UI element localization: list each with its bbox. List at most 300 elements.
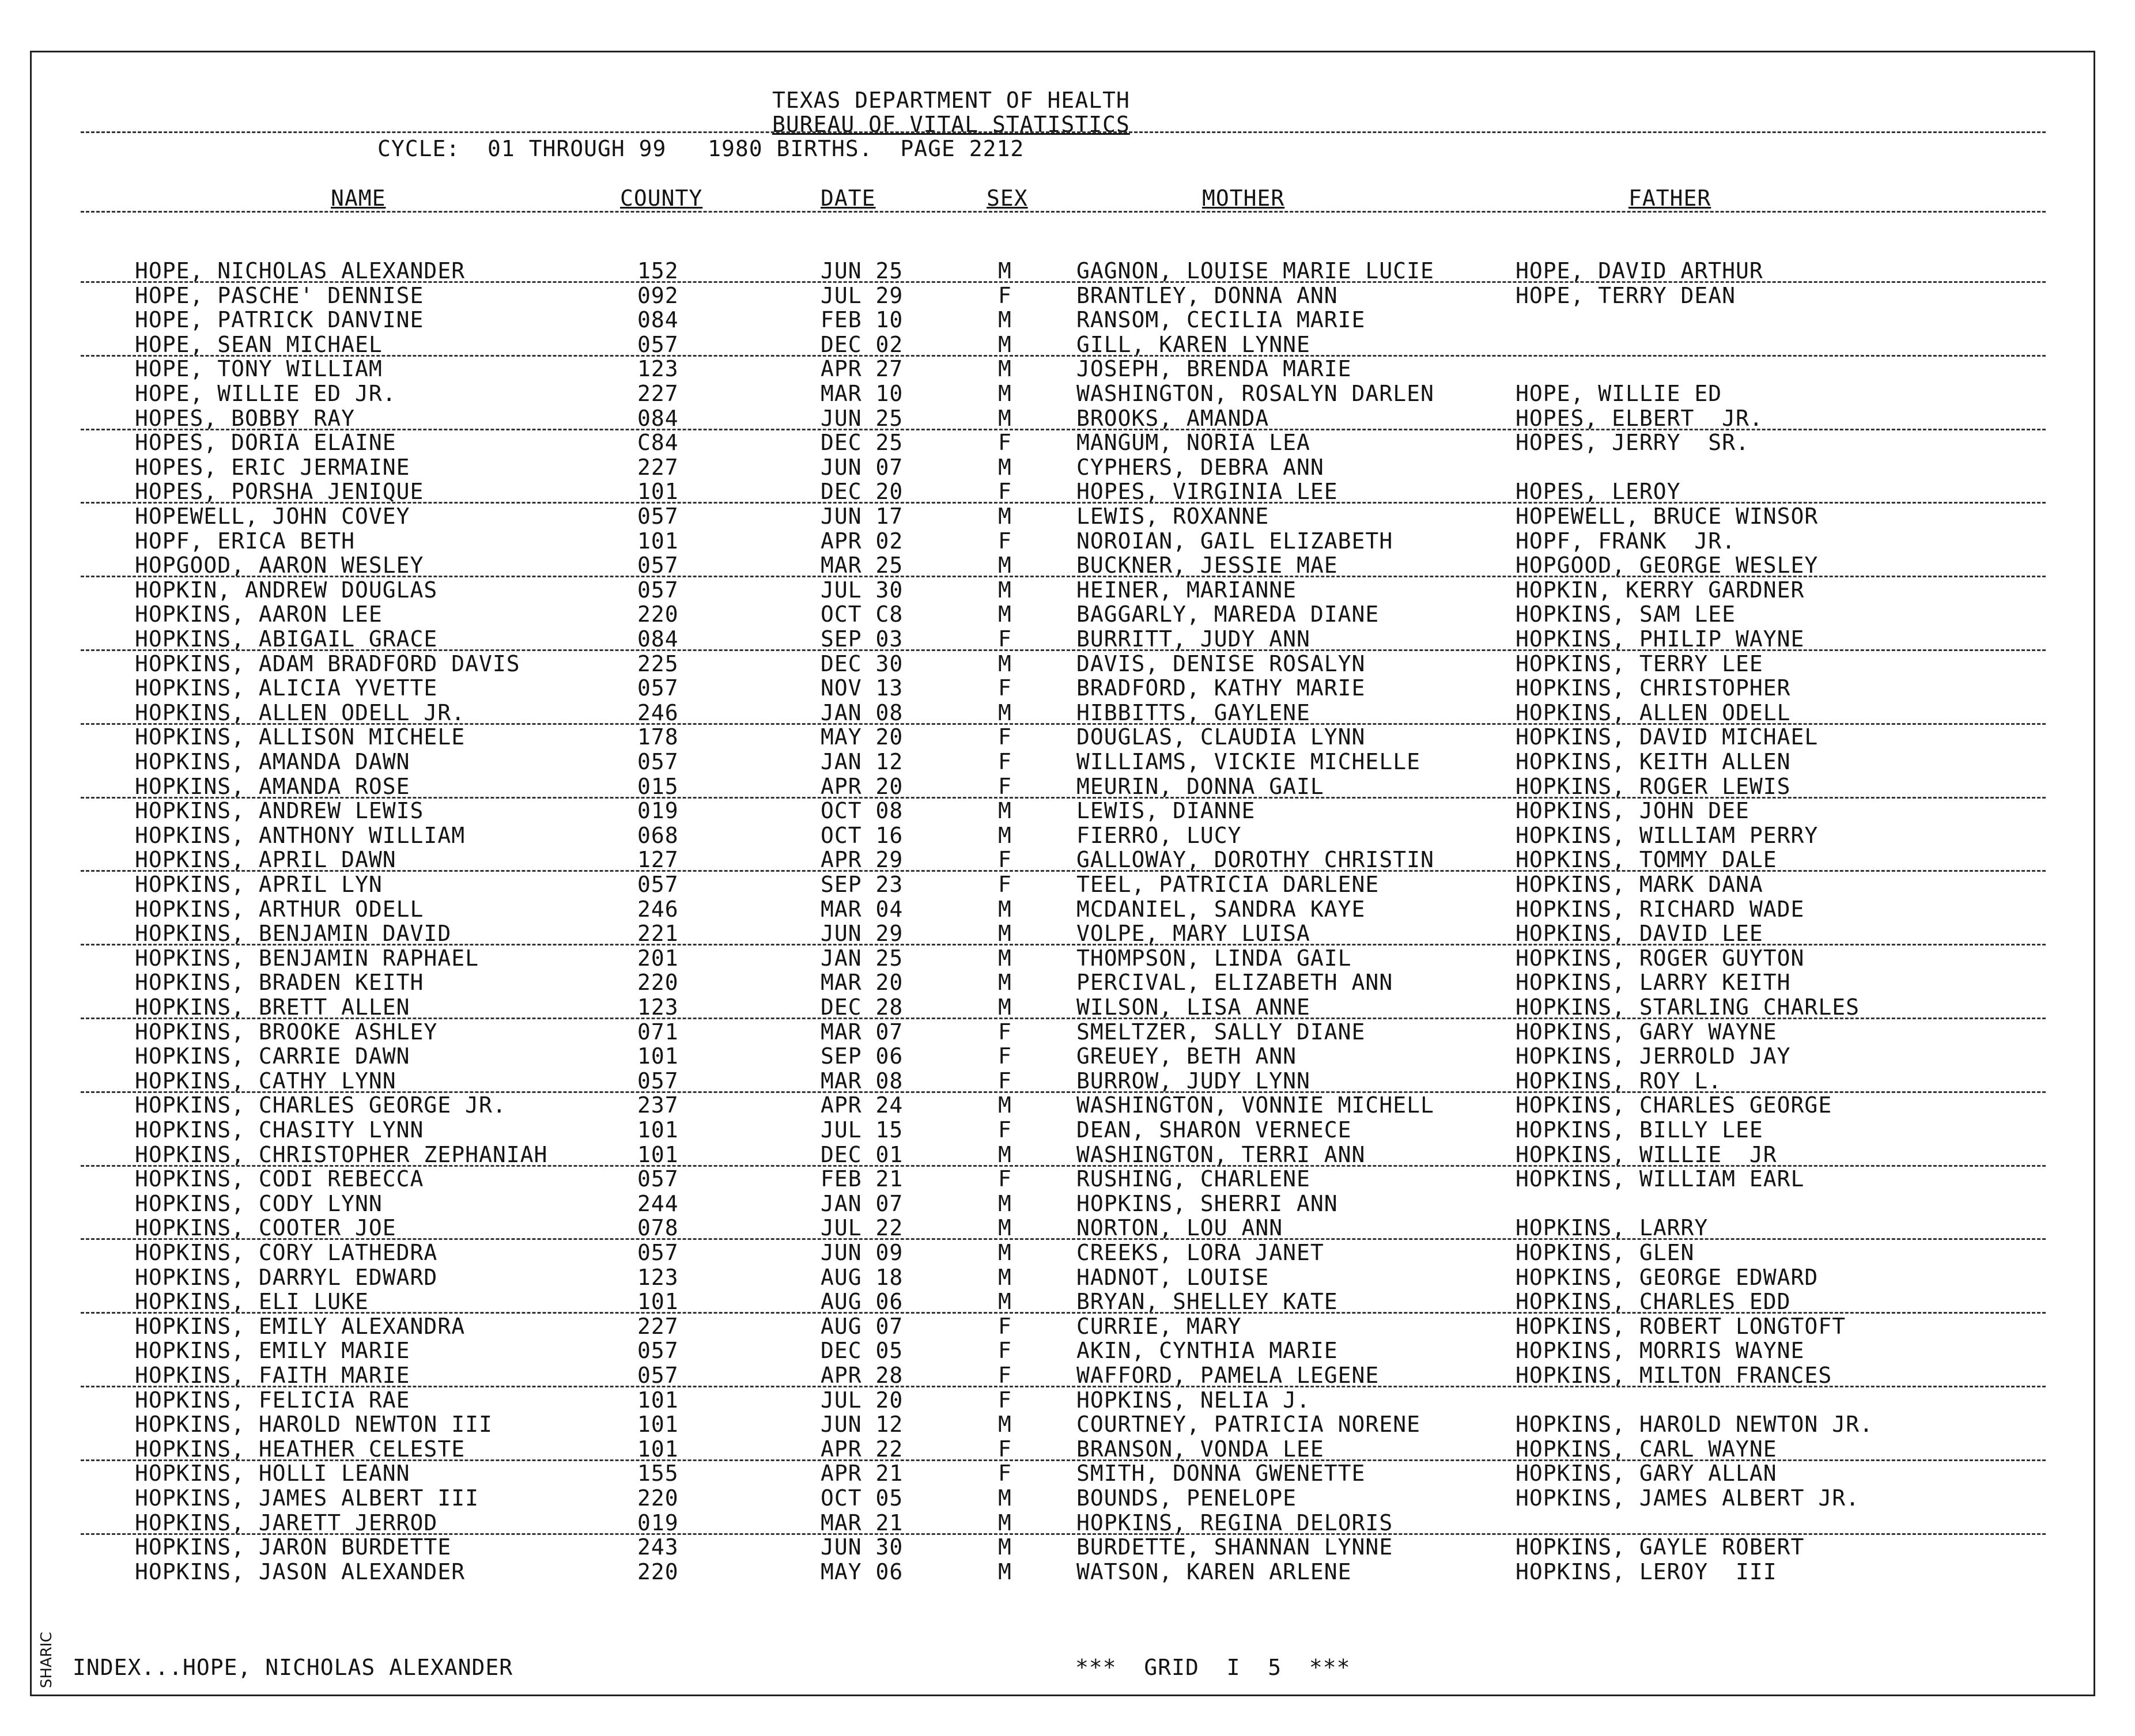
- cell-father: HOPES, ELBERT JR.: [1516, 405, 1763, 431]
- cell-county: 057: [637, 331, 679, 357]
- cell-sex: M: [998, 258, 1012, 283]
- cell-date: JUL 20: [821, 1387, 904, 1413]
- cell-county: 220: [637, 970, 679, 996]
- cell-county: 123: [637, 1264, 679, 1290]
- cell-mother: WILLIAMS, VICKIE MICHELLE: [1076, 749, 1420, 774]
- cell-father: HOPKINS, JERROLD JAY: [1516, 1043, 1791, 1069]
- cell-mother: GREUEY, BETH ANN: [1076, 1043, 1297, 1069]
- cell-name: HOPES, ERIC JERMAINE: [135, 454, 410, 480]
- cell-county: 057: [637, 1240, 679, 1265]
- cell-sex: F: [998, 724, 1012, 750]
- cell-name: HOPKINS, EMILY ALEXANDRA: [135, 1313, 466, 1339]
- table-row: [0, 1289, 2074, 1313]
- cell-county: 084: [637, 405, 679, 431]
- table-row: [0, 1092, 2074, 1117]
- cell-mother: WASHINGTON, VONNIE MICHELL: [1076, 1092, 1434, 1118]
- cell-sex: M: [998, 553, 1012, 578]
- cell-date: SEP 06: [821, 1043, 904, 1069]
- table-row: [0, 528, 2074, 553]
- cell-date: JUL 15: [821, 1117, 904, 1143]
- column-header-mother: MOTHER: [1202, 186, 1285, 211]
- table-row: [0, 626, 2074, 650]
- cell-county: 057: [637, 1068, 679, 1094]
- cell-sex: M: [998, 356, 1012, 382]
- cell-sex: F: [998, 479, 1012, 505]
- cell-father: HOPGOOD, GEORGE WESLEY: [1516, 553, 1819, 578]
- cell-mother: DAVIS, DENISE ROSALYN: [1076, 650, 1366, 676]
- column-header-date: DATE: [821, 186, 876, 211]
- cell-sex: M: [998, 1412, 1012, 1438]
- cell-date: JUN 25: [821, 405, 904, 431]
- cell-name: HOPKINS, HAROLD NEWTON III: [135, 1412, 493, 1438]
- cell-date: APR 20: [821, 773, 904, 799]
- cell-name: HOPKINS, BRADEN KEITH: [135, 970, 424, 996]
- cell-name: HOPKINS, ABIGAIL GRACE: [135, 626, 438, 652]
- cell-county: 246: [637, 896, 679, 922]
- cell-county: 221: [637, 921, 679, 947]
- cell-mother: BURRITT, JUDY ANN: [1076, 626, 1310, 652]
- table-row: [0, 1412, 2074, 1436]
- cell-date: MAY 20: [821, 724, 904, 750]
- cell-mother: BOUNDS, PENELOPE: [1076, 1485, 1297, 1511]
- cell-mother: SMITH, DONNA GWENETTE: [1076, 1461, 1366, 1487]
- cell-father: HOPKINS, GARY ALLAN: [1516, 1461, 1777, 1487]
- cell-county: 220: [637, 1485, 679, 1511]
- cell-sex: M: [998, 331, 1012, 357]
- cell-mother: CURRIE, MARY: [1076, 1313, 1242, 1339]
- cell-father: HOPKINS, GAYLE ROBERT: [1516, 1534, 1805, 1560]
- cell-date: APR 29: [821, 847, 904, 873]
- table-row: [0, 1485, 2074, 1510]
- cell-sex: M: [998, 577, 1012, 603]
- cell-sex: M: [998, 822, 1012, 848]
- cell-mother: WASHINGTON, ROSALYN DARLEN: [1076, 381, 1434, 406]
- cell-date: MAR 10: [821, 381, 904, 406]
- cell-name: HOPKINS, COOTER JOE: [135, 1215, 396, 1241]
- cell-name: HOPKINS, BRETT ALLEN: [135, 994, 410, 1020]
- cell-sex: M: [998, 798, 1012, 824]
- cell-county: 068: [637, 822, 679, 848]
- table-row: [0, 897, 2074, 921]
- cell-county: 155: [637, 1461, 679, 1487]
- cell-father: HOPKINS, CHRISTOPHER: [1516, 675, 1791, 701]
- cell-date: JAN 25: [821, 945, 904, 971]
- cell-name: HOPKINS, ALLEN ODELL JR.: [135, 699, 466, 725]
- cell-name: HOPKINS, CATHY LYNN: [135, 1068, 396, 1094]
- side-label: SHARIC: [38, 1632, 55, 1688]
- cell-mother: HIBBITTS, GAYLENE: [1076, 699, 1310, 725]
- table-row: [0, 332, 2074, 356]
- cell-date: JAN 07: [821, 1190, 904, 1216]
- cell-date: JUL 22: [821, 1215, 904, 1241]
- cell-date: MAR 04: [821, 896, 904, 922]
- cell-county: 057: [637, 1363, 679, 1388]
- cell-date: MAY 06: [821, 1559, 904, 1584]
- cell-date: DEC 02: [821, 331, 904, 357]
- cell-county: 057: [637, 1338, 679, 1364]
- table-row: [0, 381, 2074, 405]
- cell-name: HOPKINS, ANDREW LEWIS: [135, 798, 424, 824]
- cell-father: HOPKINS, ALLEN ODELL: [1516, 699, 1791, 725]
- cell-sex: M: [998, 1289, 1012, 1315]
- cell-name: HOPKINS, BROOKE ASHLEY: [135, 1019, 438, 1045]
- cell-name: HOPKINS, CARRIE DAWN: [135, 1043, 410, 1069]
- cell-date: DEC 25: [821, 430, 904, 456]
- cell-father: HOPKINS, JAMES ALBERT JR.: [1516, 1485, 1860, 1511]
- cell-sex: F: [998, 872, 1012, 897]
- cell-father: HOPKINS, WILLIAM PERRY: [1516, 822, 1819, 848]
- cell-date: JAN 12: [821, 749, 904, 774]
- cell-county: 057: [637, 675, 679, 701]
- cell-sex: M: [998, 970, 1012, 996]
- cell-date: JUN 17: [821, 504, 904, 529]
- cell-mother: COURTNEY, PATRICIA NORENE: [1076, 1412, 1420, 1438]
- cell-sex: M: [998, 921, 1012, 947]
- cell-sex: F: [998, 430, 1012, 456]
- cell-father: HOPKINS, GARY WAYNE: [1516, 1019, 1777, 1045]
- cell-name: HOPKINS, HOLLI LEANN: [135, 1461, 410, 1487]
- cell-county: 057: [637, 749, 679, 774]
- cell-mother: MANGUM, NORIA LEA: [1076, 430, 1310, 456]
- cell-mother: HADNOT, LOUISE: [1076, 1264, 1269, 1290]
- cell-father: HOPES, JERRY SR.: [1516, 430, 1749, 456]
- table-row: [0, 651, 2074, 675]
- cell-father: HOPKINS, ROY L.: [1516, 1068, 1722, 1094]
- cell-mother: LEWIS, ROXANNE: [1076, 504, 1269, 529]
- cell-county: 101: [637, 1141, 679, 1167]
- cell-sex: M: [998, 1215, 1012, 1241]
- cell-father: HOPKINS, ROGER GUYTON: [1516, 945, 1805, 971]
- cell-mother: TEEL, PATRICIA DARLENE: [1076, 872, 1380, 897]
- cell-mother: BRANTLEY, DONNA ANN: [1076, 282, 1338, 308]
- cell-name: HOPE, TONY WILLIAM: [135, 356, 383, 382]
- table-row: [0, 1436, 2074, 1461]
- cell-county: 057: [637, 577, 679, 603]
- cell-mother: LEWIS, DIANNE: [1076, 798, 1256, 824]
- grid-footer: *** GRID I 5 ***: [1075, 1655, 1351, 1680]
- cell-date: DEC 05: [821, 1338, 904, 1364]
- cell-name: HOPKINS, CHASITY LYNN: [135, 1117, 424, 1143]
- cell-date: OCT 05: [821, 1485, 904, 1511]
- cell-sex: M: [998, 1534, 1012, 1560]
- cell-mother: GILL, KAREN LYNNE: [1076, 331, 1310, 357]
- cell-mother: WILSON, LISA ANNE: [1076, 994, 1310, 1020]
- cell-name: HOPKINS, CHRISTOPHER ZEPHANIAH: [135, 1141, 548, 1167]
- cell-sex: F: [998, 1363, 1012, 1388]
- table-row: [0, 307, 2074, 331]
- table-row: [0, 1191, 2074, 1215]
- cell-mother: BURROW, JUDY LYNN: [1076, 1068, 1310, 1094]
- cell-mother: BRYAN, SHELLEY KATE: [1076, 1289, 1338, 1315]
- cell-mother: NOROIAN, GAIL ELIZABETH: [1076, 528, 1393, 554]
- cell-father: HOPKINS, CHARLES GEORGE: [1516, 1092, 1832, 1118]
- cell-name: HOPKINS, BENJAMIN RAPHAEL: [135, 945, 479, 971]
- cell-father: HOPE, WILLIE ED: [1516, 381, 1722, 406]
- cell-father: HOPKINS, BILLY LEE: [1516, 1117, 1763, 1143]
- cell-date: JUL 29: [821, 282, 904, 308]
- cell-name: HOPKINS, FELICIA RAE: [135, 1387, 410, 1413]
- cell-date: JUN 25: [821, 258, 904, 283]
- cell-sex: F: [998, 675, 1012, 701]
- cell-county: 244: [637, 1190, 679, 1216]
- cell-date: JAN 08: [821, 699, 904, 725]
- cell-mother: VOLPE, MARY LUISA: [1076, 921, 1310, 947]
- cell-date: APR 22: [821, 1436, 904, 1462]
- cell-date: MAR 20: [821, 970, 904, 996]
- cell-sex: M: [998, 1485, 1012, 1511]
- table-row: [0, 356, 2074, 380]
- cell-mother: RANSOM, CECILIA MARIE: [1076, 307, 1366, 333]
- cell-father: HOPKINS, HAROLD NEWTON JR.: [1516, 1412, 1873, 1438]
- cell-mother: WASHINGTON, TERRI ANN: [1076, 1141, 1366, 1167]
- cell-sex: M: [998, 504, 1012, 529]
- cell-name: HOPE, SEAN MICHAEL: [135, 331, 383, 357]
- cell-father: HOPKINS, TOMMY DALE: [1516, 847, 1777, 873]
- cell-date: MAR 07: [821, 1019, 904, 1045]
- cell-sex: F: [998, 1068, 1012, 1094]
- table-row: [0, 872, 2074, 896]
- table-row: [0, 700, 2074, 724]
- cell-date: MAR 21: [821, 1510, 904, 1535]
- cell-sex: M: [998, 307, 1012, 333]
- table-row: [0, 283, 2074, 307]
- cell-sex: M: [998, 454, 1012, 480]
- cell-name: HOPKINS, ELI LUKE: [135, 1289, 369, 1315]
- table-row: [0, 1240, 2074, 1264]
- table-row: [0, 1387, 2074, 1412]
- cycle-line: CYCLE: 01 THROUGH 99 1980 BIRTHS. PAGE 2212: [377, 136, 1025, 161]
- cell-father: HOPE, TERRY DEAN: [1516, 282, 1736, 308]
- cell-county: 227: [637, 381, 679, 406]
- cell-sex: F: [998, 847, 1012, 873]
- cell-father: HOPKINS, CHARLES EDD: [1516, 1289, 1791, 1315]
- table-row: [0, 1559, 2074, 1583]
- cell-date: DEC 28: [821, 994, 904, 1020]
- cell-county: 101: [637, 1043, 679, 1069]
- cell-county: 225: [637, 650, 679, 676]
- cell-date: AUG 06: [821, 1289, 904, 1315]
- cell-date: OCT 16: [821, 822, 904, 848]
- cell-sex: F: [998, 528, 1012, 554]
- cell-county: 101: [637, 1387, 679, 1413]
- cell-father: HOPKINS, LARRY: [1516, 1215, 1709, 1241]
- table-row: [0, 1510, 2074, 1534]
- cell-county: 227: [637, 1313, 679, 1339]
- cell-name: HOPES, BOBBY RAY: [135, 405, 356, 431]
- cell-name: HOPKINS, ARTHUR ODELL: [135, 896, 424, 922]
- cell-name: HOPES, PORSHA JENIQUE: [135, 479, 424, 505]
- cell-county: 057: [637, 504, 679, 529]
- cell-father: HOPKINS, MILTON FRANCES: [1516, 1363, 1832, 1388]
- cell-county: 084: [637, 307, 679, 333]
- cell-date: AUG 07: [821, 1313, 904, 1339]
- cell-county: 201: [637, 945, 679, 971]
- cell-date: MAR 08: [821, 1068, 904, 1094]
- cell-father: HOPKINS, ROBERT LONGTOFT: [1516, 1313, 1846, 1339]
- cell-sex: M: [998, 381, 1012, 406]
- cell-sex: F: [998, 1313, 1012, 1339]
- table-row: [0, 774, 2074, 798]
- cell-county: 019: [637, 798, 679, 824]
- cell-sex: F: [998, 1436, 1012, 1462]
- cell-county: 152: [637, 258, 679, 283]
- cell-father: HOPKINS, LEROY III: [1516, 1559, 1777, 1584]
- cell-name: HOPKINS, ALICIA YVETTE: [135, 675, 438, 701]
- cell-name: HOPKINS, ALLISON MICHELE: [135, 724, 466, 750]
- table-row: [0, 406, 2074, 430]
- cell-county: 127: [637, 847, 679, 873]
- cell-sex: M: [998, 1264, 1012, 1290]
- cell-name: HOPKINS, AARON LEE: [135, 602, 383, 627]
- cell-sex: M: [998, 1240, 1012, 1265]
- cell-county: 123: [637, 994, 679, 1020]
- cell-date: JUN 30: [821, 1534, 904, 1560]
- cell-name: HOPGOOD, AARON WESLEY: [135, 553, 424, 578]
- department-title: TEXAS DEPARTMENT OF HEALTH: [772, 88, 1130, 113]
- cell-father: HOPKINS, KEITH ALLEN: [1516, 749, 1791, 774]
- cell-sex: F: [998, 1387, 1012, 1413]
- cell-sex: M: [998, 699, 1012, 725]
- table-row: [0, 994, 2074, 1019]
- column-header-sex: SEX: [987, 186, 1028, 211]
- cell-sex: F: [998, 1019, 1012, 1045]
- cell-name: HOPKINS, CORY LATHEDRA: [135, 1240, 438, 1265]
- cell-father: HOPKINS, STARLING CHARLES: [1516, 994, 1860, 1020]
- cell-name: HOPE, PATRICK DANVINE: [135, 307, 424, 333]
- table-row: [0, 1142, 2074, 1166]
- cell-father: HOPKINS, ROGER LEWIS: [1516, 773, 1791, 799]
- cell-mother: JOSEPH, BRENDA MARIE: [1076, 356, 1352, 382]
- cell-mother: BURDETTE, SHANNAN LYNNE: [1076, 1534, 1393, 1560]
- cell-date: MAR 25: [821, 553, 904, 578]
- cell-father: HOPKINS, MORRIS WAYNE: [1516, 1338, 1805, 1364]
- table-row: [0, 1068, 2074, 1092]
- cell-date: JUN 29: [821, 921, 904, 947]
- column-header-divider: [81, 211, 2046, 213]
- cell-county: 178: [637, 724, 679, 750]
- cell-father: HOPKINS, LARRY KEITH: [1516, 970, 1791, 996]
- table-row: [0, 504, 2074, 528]
- table-row: [0, 455, 2074, 479]
- table-row: [0, 921, 2074, 945]
- cell-name: HOPKINS, BENJAMIN DAVID: [135, 921, 452, 947]
- cell-county: 078: [637, 1215, 679, 1241]
- cell-name: HOPKINS, JASON ALEXANDER: [135, 1559, 466, 1584]
- cell-name: HOPKINS, FAITH MARIE: [135, 1363, 410, 1388]
- cell-father: HOPE, DAVID ARTHUR: [1516, 258, 1763, 283]
- cell-mother: BROOKS, AMANDA: [1076, 405, 1269, 431]
- cell-sex: M: [998, 1092, 1012, 1118]
- cell-mother: GAGNON, LOUISE MARIE LUCIE: [1076, 258, 1434, 283]
- cell-name: HOPE, PASCHE' DENNISE: [135, 282, 424, 308]
- table-row: [0, 479, 2074, 503]
- cell-father: HOPES, LEROY: [1516, 479, 1681, 505]
- cell-county: 101: [637, 1117, 679, 1143]
- table-row: [0, 1166, 2074, 1190]
- cell-mother: DOUGLAS, CLAUDIA LYNN: [1076, 724, 1366, 750]
- table-row: [0, 430, 2074, 454]
- cell-name: HOPF, ERICA BETH: [135, 528, 356, 554]
- cell-date: SEP 23: [821, 872, 904, 897]
- cell-sex: M: [998, 896, 1012, 922]
- cell-county: 057: [637, 1166, 679, 1192]
- cell-mother: HOPKINS, REGINA DELORIS: [1076, 1510, 1393, 1535]
- cell-father: HOPKINS, SAM LEE: [1516, 602, 1736, 627]
- cell-date: OCT 08: [821, 798, 904, 824]
- cell-date: FEB 21: [821, 1166, 904, 1192]
- cell-mother: AKIN, CYNTHIA MARIE: [1076, 1338, 1338, 1364]
- cell-mother: HOPKINS, NELIA J.: [1076, 1387, 1310, 1413]
- cell-date: SEP 03: [821, 626, 904, 652]
- cell-name: HOPKINS, HEATHER CELESTE: [135, 1436, 466, 1462]
- cell-mother: GALLOWAY, DOROTHY CHRISTIN: [1076, 847, 1434, 873]
- cell-sex: F: [998, 1338, 1012, 1364]
- cell-name: HOPKINS, JAMES ALBERT III: [135, 1485, 479, 1511]
- cell-date: AUG 18: [821, 1264, 904, 1290]
- cell-mother: WAFFORD, PAMELA LEGENE: [1076, 1363, 1380, 1388]
- cell-date: APR 24: [821, 1092, 904, 1118]
- column-header-name: NAME: [331, 186, 386, 211]
- cell-father: HOPKINS, TERRY LEE: [1516, 650, 1763, 676]
- table-row: [0, 970, 2074, 994]
- cell-sex: M: [998, 1141, 1012, 1167]
- cell-date: JUN 09: [821, 1240, 904, 1265]
- cell-sex: F: [998, 1461, 1012, 1487]
- cell-sex: F: [998, 1043, 1012, 1069]
- cell-county: 057: [637, 553, 679, 578]
- cell-name: HOPKINS, DARRYL EDWARD: [135, 1264, 438, 1290]
- cell-county: 071: [637, 1019, 679, 1045]
- cell-mother: THOMPSON, LINDA GAIL: [1076, 945, 1352, 971]
- cell-father: HOPKINS, MARK DANA: [1516, 872, 1763, 897]
- cell-name: HOPKINS, ADAM BRADFORD DAVIS: [135, 650, 520, 676]
- cell-mother: HEINER, MARIANNE: [1076, 577, 1297, 603]
- cell-name: HOPKINS, CODI REBECCA: [135, 1166, 424, 1192]
- cell-county: 084: [637, 626, 679, 652]
- cell-county: 237: [637, 1092, 679, 1118]
- cell-mother: PERCIVAL, ELIZABETH ANN: [1076, 970, 1393, 996]
- cell-father: HOPKINS, PHILIP WAYNE: [1516, 626, 1805, 652]
- cell-mother: WATSON, KAREN ARLENE: [1076, 1559, 1352, 1584]
- cell-county: 246: [637, 699, 679, 725]
- cell-mother: BRANSON, VONDA LEE: [1076, 1436, 1324, 1462]
- column-header-county: COUNTY: [620, 186, 703, 211]
- cell-county: 243: [637, 1534, 679, 1560]
- cell-date: DEC 20: [821, 479, 904, 505]
- cell-date: APR 28: [821, 1363, 904, 1388]
- cell-date: JUN 07: [821, 454, 904, 480]
- cell-father: HOPKINS, WILLIAM EARL: [1516, 1166, 1805, 1192]
- cell-county: 220: [637, 602, 679, 627]
- cell-county: 123: [637, 356, 679, 382]
- cell-county: 101: [637, 1412, 679, 1438]
- cell-mother: HOPES, VIRGINIA LEE: [1076, 479, 1338, 505]
- cell-mother: MCDANIEL, SANDRA KAYE: [1076, 896, 1366, 922]
- table-row: [0, 749, 2074, 773]
- cell-county: 101: [637, 528, 679, 554]
- cell-name: HOPKINS, CODY LYNN: [135, 1190, 383, 1216]
- table-row: [0, 602, 2074, 626]
- cell-name: HOPKINS, CHARLES GEORGE JR.: [135, 1092, 507, 1118]
- cell-mother: DEAN, SHARON VERNECE: [1076, 1117, 1352, 1143]
- cell-sex: F: [998, 1117, 1012, 1143]
- cell-sex: M: [998, 1559, 1012, 1584]
- cell-name: HOPEWELL, JOHN COVEY: [135, 504, 410, 529]
- cell-name: HOPKINS, EMILY MARIE: [135, 1338, 410, 1364]
- cell-county: 220: [637, 1559, 679, 1584]
- cell-county: C84: [637, 430, 679, 456]
- table-row: [0, 945, 2074, 970]
